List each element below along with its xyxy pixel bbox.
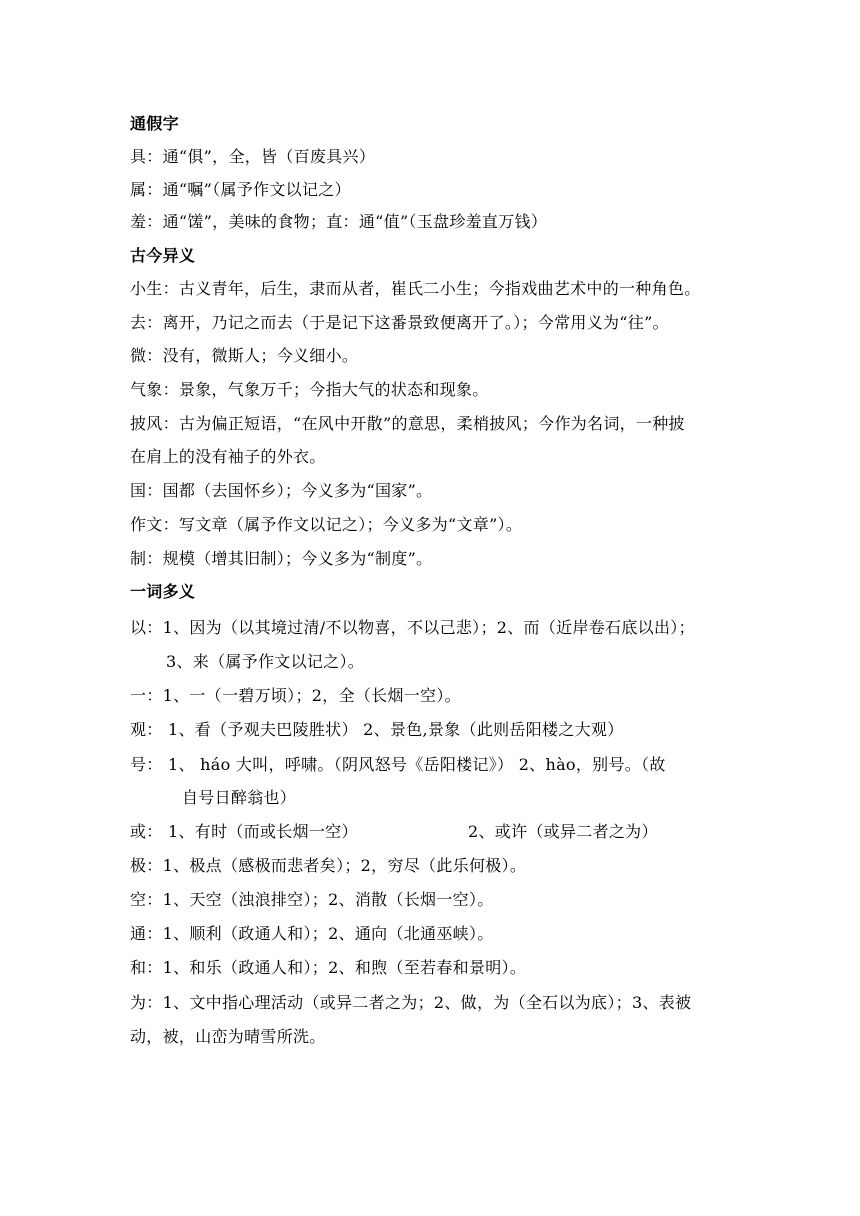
text-line: 作文：写文章（属予作文以记之）；今义多为“文章”）。 (130, 515, 523, 534)
text-line: 具：通“俱”，全，皆（百废具兴） (130, 147, 376, 166)
text-line: 3、来（属予作文以记之）。 (166, 652, 365, 671)
text-line: 号： 1、 háo 大叫，呼啸。（阴风怒号《岳阳楼记》） 2、hào，别号。（故 (130, 755, 666, 774)
text-line: 国：国都（去国怀乡）；今义多为“国家”。 (130, 481, 433, 500)
text-line: 气象：景象，气象万千；今指大气的状态和现象。 (130, 380, 489, 399)
text-line: 动，被，山峦为晴雪所洗。 (130, 1027, 326, 1046)
text-line: 微：没有，微斯人；今义细小。 (130, 346, 359, 365)
text-line: 自号日醉翁也） (182, 788, 297, 807)
text-line: 以：1、因为（以其境过清/不以物喜，不以己悲）；2、而（近岸卷石底以出）； (130, 618, 695, 637)
heading-yiciduoyi: 一词多义 (130, 582, 196, 601)
text-line: 和：1、和乐（政通人和）；2、和煦（至若春和景明）。 (130, 958, 527, 977)
text-line: 空：1、天空（浊浪排空）；2、消散（长烟一空）。 (130, 890, 494, 909)
text-line: 或： 1、有时（而或长烟一空） (130, 822, 358, 841)
text-line: 在肩上的没有袖子的外衣。 (130, 447, 326, 466)
text-line: 羞：通“馐”，美味的食物；直：通“值”（玉盘珍羞直万钱） (130, 212, 548, 231)
text-line: 一：1、一（一碧万顷）；2，全（长烟一空）。 (130, 686, 461, 705)
text-line: 披风：古为偏正短语，“在风中开散”的意思，柔梢披风；今作为名词，一种披 (130, 414, 685, 433)
text-line: 小生：古义青年，后生，隶而从者，崔氏二小生；今指戏曲艺术中的一种角色。 (130, 279, 701, 298)
text-line: 制：规模（增其旧制）；今义多为“制度”。 (130, 549, 433, 568)
text-line: 2、或许（或异二者之为） (468, 822, 658, 841)
text-line: 通：1、顺利（政通人和）；2、通向（北通巫峡）。 (130, 924, 494, 943)
text-line: 属：通“嘱”（属予作文以记之） (130, 180, 351, 199)
text-line: 去：离开，乃记之而去（于是记下这番景致便离开了。）；今常用义为“往”。 (130, 313, 669, 332)
text-line: 观： 1、看（予观夫巴陵胜状） 2、景色,景象（此则岳阳楼之大观） (130, 720, 624, 739)
text-line: 为：1、文中指心理活动（或异二者之为；2、做，为（全石以为底）；3、表被 (130, 993, 692, 1012)
heading-gujinyiyi: 古今异义 (130, 246, 196, 265)
text-line: 极：1、极点（感极而悲者矣）；2，穷尽（此乐何极）。 (130, 856, 527, 875)
heading-tongjiazi: 通假字 (130, 114, 179, 133)
